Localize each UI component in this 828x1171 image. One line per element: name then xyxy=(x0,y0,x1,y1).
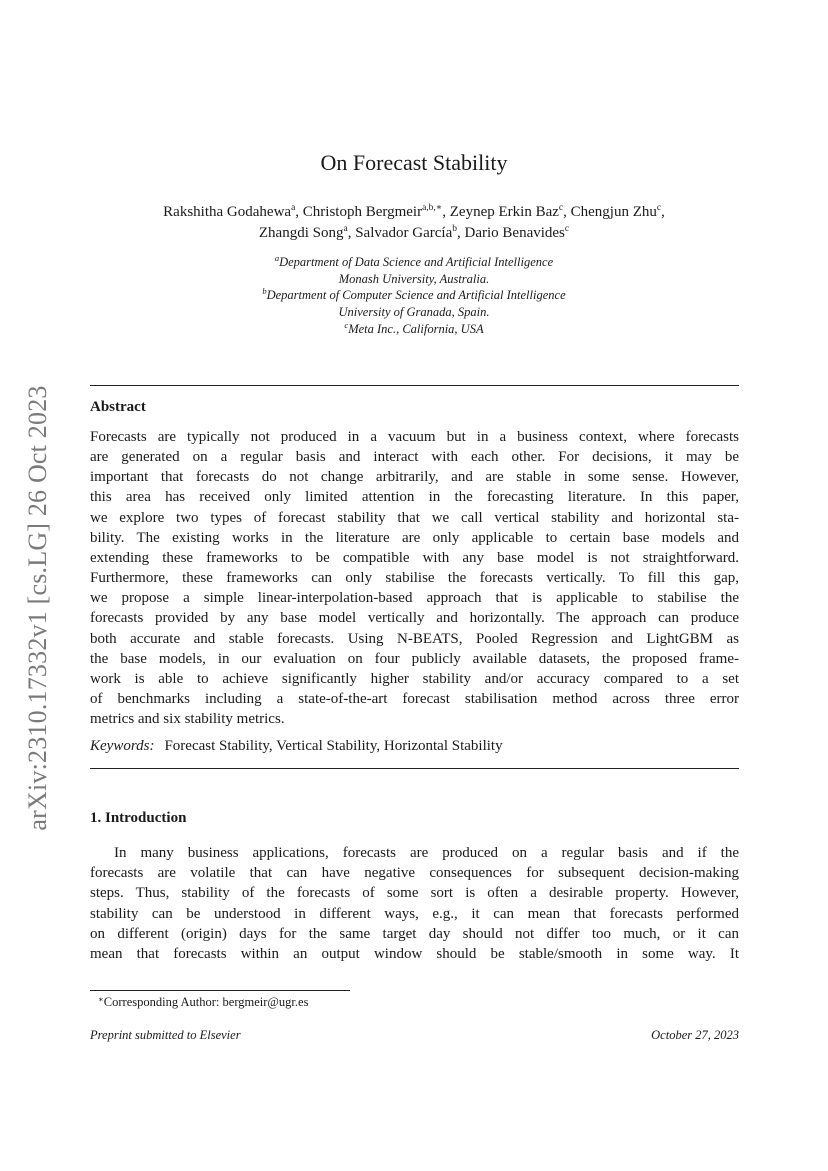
author-list xyxy=(100,202,728,244)
keywords-line xyxy=(90,738,739,755)
footnote xyxy=(98,995,308,1010)
author-name: Rakshitha Godahewa xyxy=(163,204,292,220)
arxiv-identifier-stamp: arXiv:2310.17332v1 [cs.LG] 26 Oct 2023 xyxy=(23,385,52,831)
abstract-line: Forecasts are typically not produced in a vacuum but in a business context, where forecasts xyxy=(90,429,739,445)
abstract-line: Furthermore, these frameworks can only stabilise the forecasts vertically. To fill this gap, xyxy=(90,570,739,587)
footnote-rule xyxy=(90,990,350,991)
abstract-line: bility. The existing works in the literature are only applicable to certain base models and xyxy=(90,529,739,546)
abstract-line: are generated on a regular basis and interact with each other. For decisions, it may be xyxy=(90,449,739,466)
author-affiliation-mark: c xyxy=(564,224,570,234)
abstract-line: both accurate and stable forecasts. Using N-BEATS, Pooled Regression and LightGBM as xyxy=(90,630,739,647)
author-name: Zhangdi Song xyxy=(258,225,344,241)
introduction-line: mean that forecasts within an output window should be stable/smooth in some way. It xyxy=(90,946,739,963)
introduction-line: steps. Thus, stability of the forecasts of some sort is often a desirable property. However, xyxy=(90,885,739,902)
author-separator: , xyxy=(347,225,356,241)
affiliation-list xyxy=(150,254,678,338)
abstract-line: we propose a simple linear-interpolation-based approach that is applicable to stabilise the xyxy=(90,590,739,607)
author-entry xyxy=(355,225,464,241)
abstract-line: forecasts provided by any base model vertically and horizontally. The approach can produce xyxy=(90,610,739,627)
abstract-line: metrics and six stability metrics. xyxy=(90,711,285,728)
abstract-line: important that forecasts do not change arbitrarily, and are stable in some sense. However, xyxy=(90,469,739,486)
author-affiliation-mark: a,b,∗ xyxy=(422,203,443,213)
author-affiliation-mark: c xyxy=(558,203,564,213)
introduction-line: stability can be understood in different ways, e.g., it can mean that forecasts performed xyxy=(90,905,739,922)
author-separator: , xyxy=(442,204,450,220)
footnote-mark: ∗ xyxy=(98,994,104,1004)
author-separator: , xyxy=(295,204,303,220)
affiliation-line: Monash University, Australia. xyxy=(338,271,490,286)
author-name: Salvador García xyxy=(355,225,453,241)
keywords-text: Forecast Stability, Vertical Stability, Horizontal Stability xyxy=(164,738,503,754)
footer-date: October 27, 2023 xyxy=(651,1028,739,1042)
author-name: Chengjun Zhu xyxy=(570,204,657,220)
abstract-line: we explore two types of forecast stability that we call vertical stability and horizontal sta- xyxy=(90,509,739,526)
section-heading-introduction: 1. Introduction xyxy=(90,810,187,826)
abstract-line: work is able to achieve significantly higher stability and/or accuracy compared to a set xyxy=(90,670,739,687)
author-affiliation-mark: c xyxy=(656,203,662,213)
author-separator: , xyxy=(563,204,571,220)
affiliation-line: University of Granada, Spain. xyxy=(338,305,490,320)
keywords-label: Keywords: xyxy=(90,738,155,754)
abstract-line: of benchmarks including a state-of-the-art forecast stabilisation method across three error xyxy=(90,691,739,708)
affiliation-line: $^a$Department of Data Science and Artificial Intelligence xyxy=(274,253,554,269)
author-affiliation-mark: a xyxy=(291,203,296,213)
abstract-top-rule xyxy=(90,385,739,386)
introduction-body xyxy=(90,843,739,964)
author-name: Dario Benavides xyxy=(464,225,565,241)
author-entry xyxy=(465,225,570,241)
author-affiliation-mark: b xyxy=(452,224,457,234)
author-entry xyxy=(163,204,303,220)
author-entry xyxy=(259,225,355,241)
preprint-notice: Preprint submitted to Elsevier xyxy=(90,1028,241,1042)
author-affiliation-mark: a xyxy=(343,224,348,234)
author-separator: , xyxy=(457,225,465,241)
author-name: Christoph Bergmeir xyxy=(302,204,423,220)
author-separator: , xyxy=(661,204,665,220)
paper-title: On Forecast Stability xyxy=(320,150,508,175)
introduction-line: on different (origin) days for the same target day should not differ too much, or it can xyxy=(90,925,739,942)
abstract-heading: Abstract xyxy=(90,399,146,415)
abstract-line: the base models, in our evaluation on four publicly available datasets, the proposed frame- xyxy=(90,650,739,667)
author-entry xyxy=(303,204,450,220)
footnote-text: Corresponding Author: bergmeir@ugr.es xyxy=(103,995,309,1009)
introduction-line: In many business applications, forecasts are produced on a regular basis and if the xyxy=(114,845,739,861)
author-name: Zeynep Erkin Baz xyxy=(449,204,559,220)
author-entry xyxy=(450,204,571,220)
abstract-line: this area has received only limited attention in the forecasting literature. In this paper, xyxy=(90,489,739,506)
affiliation-line: $^c$Meta Inc., California, USA xyxy=(344,319,484,336)
abstract-bottom-rule xyxy=(90,768,739,769)
introduction-line: forecasts are volatile that can have negative consequences for subsequent decision-making xyxy=(90,865,739,882)
affiliation-line: $^b$Department of Computer Science and Artificial Intelligence xyxy=(262,286,566,303)
abstract-line: extending these frameworks to be compatible with any base model is not straightforward. xyxy=(90,549,739,566)
abstract-body xyxy=(90,427,739,729)
author-entry xyxy=(571,204,665,220)
